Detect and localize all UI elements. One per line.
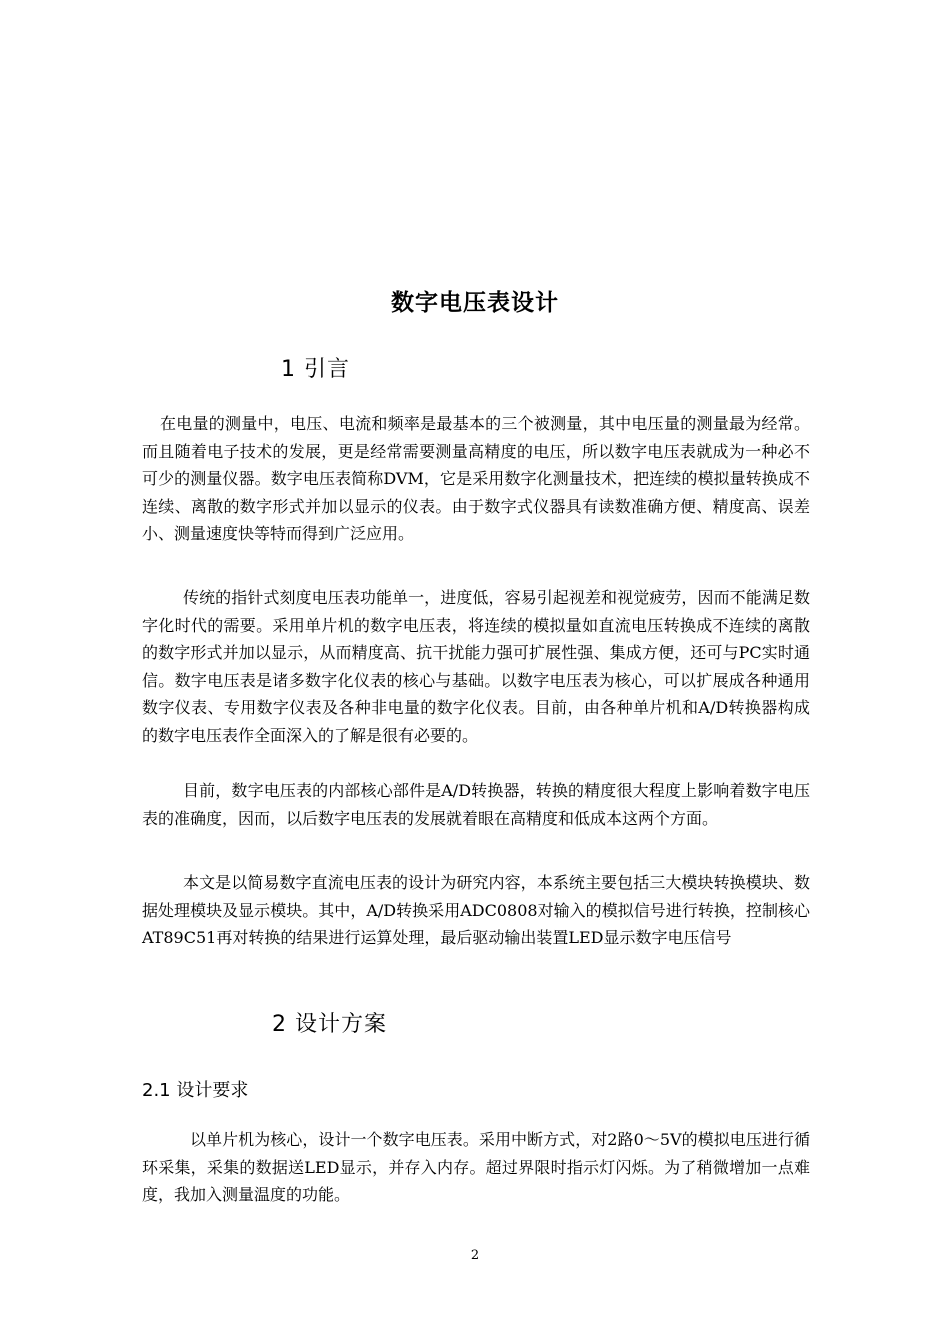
subsection-heading-design-requirements: 2.1 设计要求	[142, 1080, 249, 1101]
requirements-paragraph: 以单片机为核心，设计一个数字电压表。采用中断方式，对2路0～5V的模拟电压进行循环采集，采集的数据送LED显示，并存入内存。超过界限时指示灯闪烁。为了稍微增加一点难度，我加入测量温度的功能。	[142, 1130, 810, 1204]
intro-paragraph-2: 传统的指针式刻度电压表功能单一，进度低，容易引起视差和视觉疲劳，因而不能满足数字化时代的需要。采用单片机的数字电压表，将连续的模拟量如直流电压转换成不连续的离散的数字形式并加以显示，从而精度高、抗干扰能力强可扩展性强、集成方便，还可与PC实时通信。数字电压表是诸多数字化仪表的核心与基础。以数字电压表为核心，可以扩展成各种通用数字仪表、专用数字仪表及各种非电量的数字化仪表。目前，由各种单片机和A/D转换器构成的数字电压表作全面深入的了解是很有必要的。	[142, 588, 810, 745]
section-heading-design-plan: 2 设计方案	[272, 1012, 387, 1037]
page-number: 2	[470, 1248, 480, 1263]
section-heading-introduction: 1 引言	[281, 357, 350, 382]
intro-paragraph-1: 在电量的测量中，电压、电流和频率是最基本的三个被测量，其中电压量的测量最为经常。而且随着电子技术的发展，更是经常需要测量高精度的电压，所以数字电压表就成为一种必不可少的测量仪器。数字电压表简称DVM，它是采用数字化测量技术，把连续的模拟量转换成不连续、离散的数字形式并加以显示的仪表。由于数字式仪器具有读数准确方便、精度高、误差小、测量速度快等特而得到广泛应用。	[142, 414, 810, 543]
intro-paragraph-4: 本文是以简易数字直流电压表的设计为研究内容，本系统主要包括三大模块转换模块、数据处理模块及显示模块。其中，A/D转换采用ADC0808对输入的模拟信号进行转换，控制核心AT89C51再对转换的结果进行运算处理，最后驱动输出装置LED显示数字电压信号	[142, 873, 810, 947]
intro-paragraph-3: 目前，数字电压表的内部核心部件是A/D转换器，转换的精度很大程度上影响着数字电压表的准确度，因而，以后数字电压表的发展就着眼在高精度和低成本这两个方面。	[142, 781, 810, 828]
page-title: 数字电压表设计	[391, 290, 559, 316]
